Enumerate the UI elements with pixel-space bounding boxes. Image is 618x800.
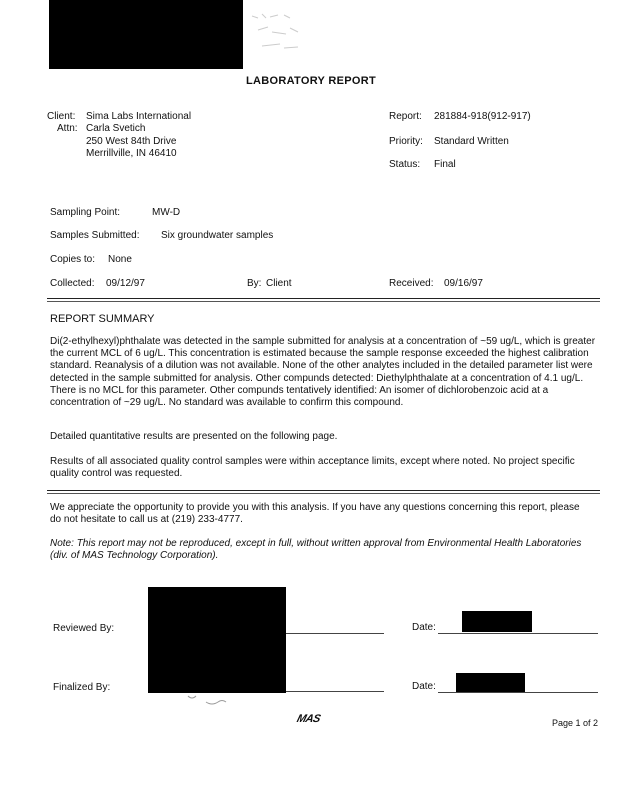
summary-heading: REPORT SUMMARY [50, 313, 155, 325]
faint-letterhead-mark [250, 8, 310, 53]
sampling-point-label: Sampling Point: [50, 207, 121, 218]
priority-label: Priority: [389, 136, 423, 147]
client-name: Sima Labs International [86, 111, 192, 122]
status-label: Status: [389, 159, 421, 170]
footer-logo: MAS [295, 713, 322, 725]
finalized-by-label: Finalized By: [53, 682, 111, 693]
appreciation-text: We appreciate the opportunity to provide you with this analysis. If you have any questions concerning this report, please do not hesitate to call us at (219) 233-4777. [50, 502, 580, 526]
address-line-1: 250 West 84th Drive [86, 136, 177, 147]
letterhead-scribble-icon [250, 8, 310, 53]
report-label: Report: [389, 111, 422, 122]
redacted-logo-block [49, 0, 243, 69]
attn-name: Carla Svetich [86, 123, 146, 134]
client-label: Client: [47, 111, 76, 122]
redacted-finalized-date [456, 673, 525, 693]
reviewed-date-line [438, 633, 598, 634]
redacted-reviewer-signature [148, 587, 286, 693]
status-value: Final [434, 159, 456, 170]
reviewed-signature-line [286, 633, 384, 634]
divider-middle [47, 490, 600, 494]
finalized-date-line [438, 692, 598, 693]
samples-submitted-label: Samples Submitted: [50, 230, 140, 241]
note-label: Note: [50, 538, 74, 549]
signature-squiggle-icon [186, 692, 236, 708]
priority-value: Standard Written [434, 136, 509, 147]
report-number: 281884-918(912-917) [434, 111, 531, 122]
attn-label: Attn: [57, 123, 78, 134]
summary-paragraph-3: Results of all associated quality control samples were within acceptance limits, except where noted. No project specific quality control was requested. [50, 456, 575, 480]
copies-to-value: None [108, 254, 132, 265]
page-number: Page 1 of 2 [552, 718, 599, 728]
reviewed-by-label: Reviewed By: [53, 623, 115, 634]
finalized-signature-line [286, 691, 384, 692]
redacted-reviewed-date [462, 611, 532, 632]
note-text: This report may not be reproduced, except in full, without written approval from Environmental Health Laboratories (div. of MAS Technology Corporation). [50, 538, 582, 562]
received-value: 09/16/97 [444, 278, 483, 289]
summary-paragraph-2: Detailed quantitative results are presented on the following page. [50, 431, 338, 442]
collected-label: Collected: [50, 278, 95, 289]
summary-paragraph-1: Di(2-ethylhexyl)phthalate was detected in the sample submitted for analysis at a concentration of ~59 ug/L, which is greater the current MCL of 6 ug/L. This concentration is estimated because the sample response exceeded the highest calibration standard. Reanalysis of a dilution was not available. None of the other analytes included in the detailed parameter list were detected in the sample submitted for analysis. Other compunds detected: Diethylphthalate at a concentration of 4.1 ug/L. There is no MCL for this parameter. Other compunds tentatively identified: An isomer of dichlorobenzoic acid at a concentration of ~29 ug/L. No standard was available to confirm this compound. [50, 336, 596, 409]
signature-squiggle [186, 692, 236, 713]
sampling-point-value: MW-D [152, 207, 181, 218]
copies-to-label: Copies to: [50, 254, 96, 265]
divider-top [47, 298, 600, 302]
samples-submitted-value: Six groundwater samples [161, 230, 274, 241]
received-label: Received: [389, 278, 434, 289]
finalized-date-label: Date: [412, 681, 436, 692]
address-line-2: Merrillville, IN 46410 [86, 148, 177, 159]
by-value: Client [266, 278, 292, 289]
by-label: By: [247, 278, 262, 289]
reviewed-date-label: Date: [412, 622, 436, 633]
collected-value: 09/12/97 [106, 278, 145, 289]
reproduction-note [50, 538, 590, 562]
page-title: LABORATORY REPORT [246, 75, 376, 87]
